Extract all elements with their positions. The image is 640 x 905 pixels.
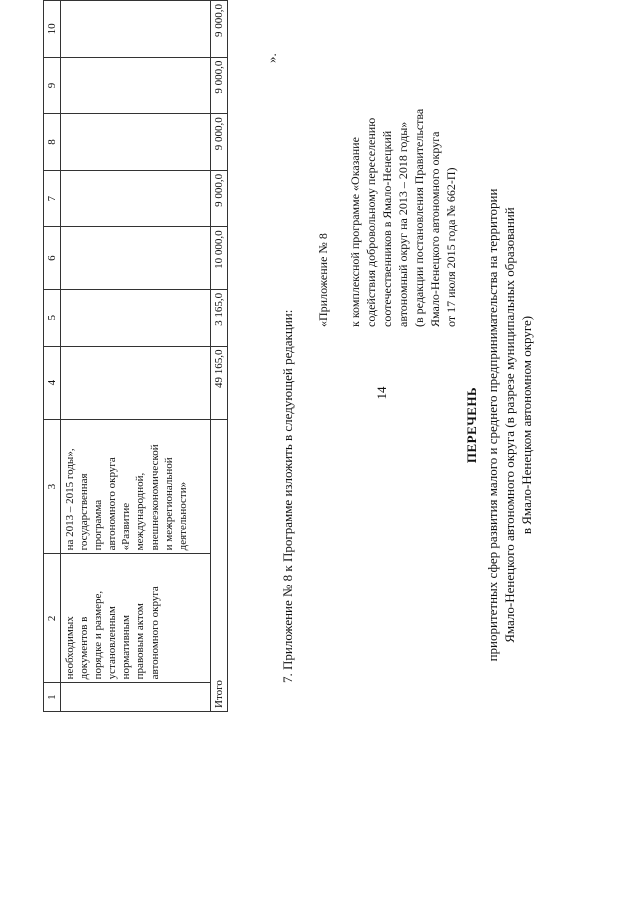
cell-line: порядке и размере, (92, 590, 105, 680)
cell-line: необходимых (64, 616, 77, 680)
page-number: 14 (374, 386, 389, 400)
table-row (61, 1, 211, 712)
table-cell (61, 346, 211, 419)
closing-quote: ». (264, 53, 279, 63)
table-cell (61, 1, 211, 58)
cell-line: документов в (78, 616, 91, 680)
subtitle-line: приоритетных сфер развития малого и среднего предпринимательства на территории (485, 188, 500, 662)
list-heading: ПЕРЕЧЕНЬ (464, 386, 479, 464)
appendix-title: «Приложение № 8 (316, 233, 330, 327)
table-cell (61, 114, 211, 171)
item-7-text: 7. Приложение № 8 к Программе изложить в следующей редакции: (280, 309, 295, 683)
cell-line: и межрегиональной (162, 457, 175, 551)
col-header: 3 (44, 419, 61, 554)
cell-line: государственная (78, 473, 91, 551)
col-header: 2 (44, 554, 61, 683)
table-cell (61, 57, 211, 114)
total-value: 9 000,0 (211, 57, 228, 114)
appendix-line: автономный округ на 2013 – 2018 годы» (396, 121, 410, 327)
total-value: 9 000,0 (211, 1, 228, 58)
cell-line: международной, (134, 472, 147, 551)
col-header: 5 (44, 289, 61, 346)
cell-line: внешнеэкономической (148, 444, 161, 551)
subtitle-line: Ямало-Ненецкого автономного округа (в разрезе муниципальных образований (502, 207, 517, 643)
appendix-header (315, 0, 459, 327)
list-subtitle (484, 185, 535, 665)
col-header: 7 (44, 170, 61, 227)
col-header: 9 (44, 57, 61, 114)
col-header: 4 (44, 346, 61, 419)
cell-line: деятельности» (176, 481, 189, 551)
subtitle-line: в Ямало-Ненецком автономном округе) (519, 315, 534, 535)
appendix-line: содействия добровольному переселению (364, 117, 378, 327)
cell-line: программа (92, 499, 105, 551)
cell-line: автономного округа (106, 457, 119, 551)
col-header: 6 (44, 227, 61, 290)
table-cell (61, 289, 211, 346)
appendix-line: (в редакции постановления Правительства (412, 108, 426, 327)
total-row (211, 1, 228, 712)
appendix-line: от 17 июля 2015 года № 662-П) (444, 167, 458, 327)
cell-line: правовым актом (134, 603, 147, 680)
table-cell (61, 170, 211, 227)
cell-line: на 2013 – 2015 годы», (64, 448, 77, 551)
col-header: 1 (44, 683, 61, 712)
total-label: Итого (211, 419, 228, 711)
cell-line: установленным (106, 606, 119, 680)
cell-line: автономного округа (148, 586, 161, 680)
table-header-row (44, 1, 61, 712)
table-cell (61, 554, 211, 683)
appendix-line: к комплексной программе «Оказание (348, 137, 362, 327)
cell-line: нормативным (120, 614, 133, 680)
col-header: 10 (44, 1, 61, 58)
col-header: 8 (44, 114, 61, 171)
table-cell (61, 683, 211, 712)
total-value: 10 000,0 (211, 227, 228, 290)
appendix-line: соотечественников в Ямало-Ненецкий (380, 130, 394, 327)
total-value: 49 165,0 (211, 346, 228, 419)
total-value: 9 000,0 (211, 170, 228, 227)
program-table (43, 0, 228, 712)
cell-line: «Развитие (120, 502, 133, 551)
total-value: 9 000,0 (211, 114, 228, 171)
table-cell (61, 227, 211, 290)
table-cell (61, 419, 211, 554)
total-value: 3 165,0 (211, 289, 228, 346)
appendix-line: Ямало-Ненецкого автономного округа (428, 131, 442, 327)
